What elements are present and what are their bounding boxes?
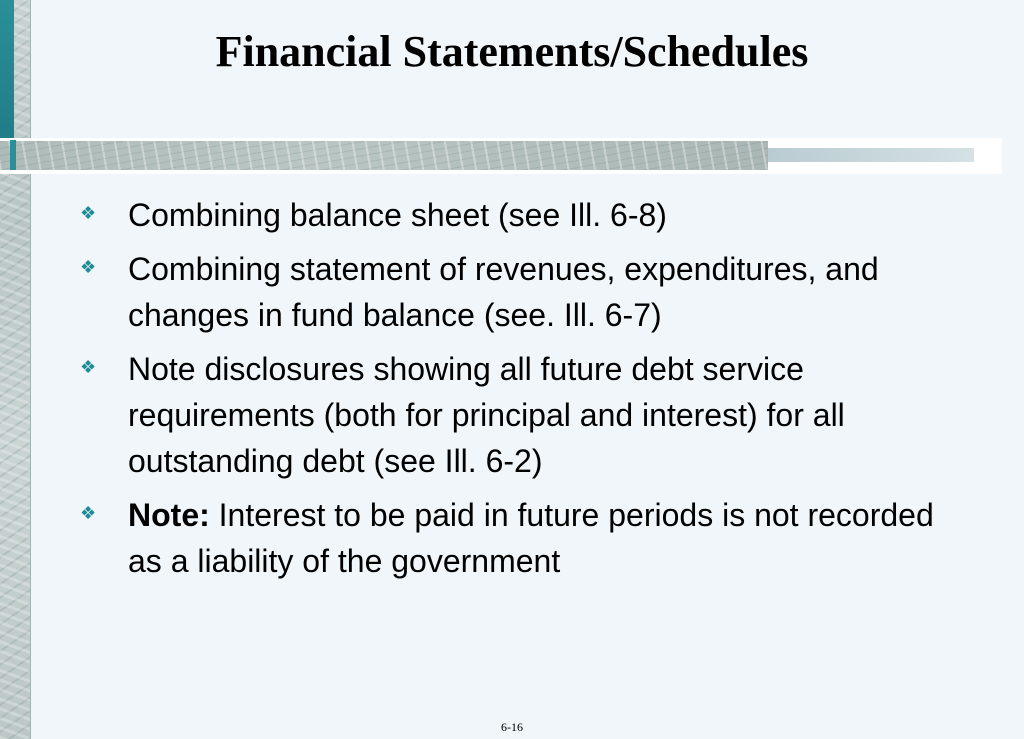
left-strip-border [30,0,31,739]
bullet-text: Combining balance sheet (see Ill. 6-8) [128,197,667,233]
header-divider-marble [0,141,768,170]
diamond-cluster-icon: ❖ [80,503,97,523]
diamond-cluster-icon: ❖ [80,257,97,277]
diamond-cluster-icon: ❖ [80,203,97,223]
bullet-text: Interest to be paid in future periods is not recorded as a liability of the government [128,497,934,579]
bullet-text: Note disclosures showing all future debt service requirements (both for principal and interest) for all outstanding debt (see Ill. 6-2) [128,351,845,479]
list-item [80,346,960,484]
list-item [80,492,960,584]
page-number: 6-16 [501,720,523,734]
header-divider-fade [768,148,974,162]
diamond-cluster-icon: ❖ [80,357,97,377]
teal-accent-bar [0,0,14,160]
list-item [80,246,960,338]
teal-accent-joint [10,140,16,170]
note-label: Note: [128,497,210,533]
bullet-text: Combining statement of revenues, expenditures, and changes in fund balance (see. Ill. 6-7) [128,251,879,333]
list-item [80,192,960,238]
bullet-list [80,192,960,592]
slide-title: Financial Statements/Schedules [215,27,809,76]
